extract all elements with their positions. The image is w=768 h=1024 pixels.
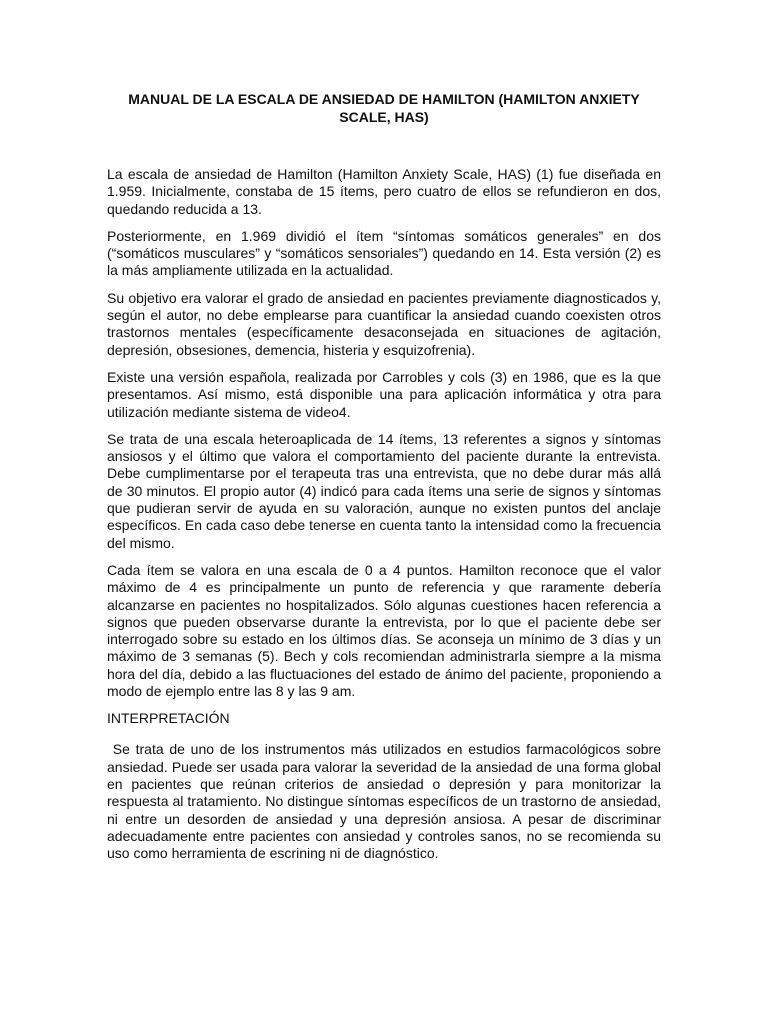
section-heading-interpretacion: INTERPRETACIÓN <box>107 710 230 727</box>
paragraph-interpretation: Se trata de uno de los instrumentos más utilizados en estudios farmacológicos sobre ansiedad. Puede ser usada para valorar la severidad de la ansiedad de una forma global en pacientes que reúnan criterios de ansiedad o depresión y para monitorizar la respuesta al tratamiento. No distingue síntomas específicos de un trastorno de ansiedad, ni entre un desorden de ansiedad y una depresión ansiosa. A pesar de discriminar adecuadamente entre pacientes con ansiedad y controles sanos, no se recomienda su uso como herramienta de escrining ni de diagnóstico. <box>107 741 665 862</box>
paragraph-description: Se trata de una escala heteroaplicada de 14 ítems, 13 referentes a signos y síntomas ansiosos y el último que valora el comportamiento del paciente durante la entrevista. Debe cumplimentarse por el terapeuta tras una entrevista, que no debe durar más allá de 30 minutos. El propio autor (4) indicó para cada ítems una serie de signos y síntomas que pudieran servir de ayuda en su valoración, aunque no existen puntos del anclaje específicos. En cada caso debe tenerse en cuenta tanto la intensidad como la frecuencia del mismo. <box>107 430 661 551</box>
paragraph-spanish-version: Existe una versión española, realizada por Carrobles y cols (3) en 1986, que es la que presentamos. Así mismo, está disponible una para aplicación informática y otra para utilización mediante sistema de video4. <box>107 368 661 420</box>
paragraph-version: Posteriormente, en 1.969 dividió el ítem “síntomas somáticos generales” en dos (“somáticos musculares” y “somáticos sensoriales”) quedando en 14. Esta versión (2) es la más ampliamente utilizada en la actualidad. <box>107 227 661 279</box>
paragraph-scoring: Cada ítem se valora en una escala de 0 a 4 puntos. Hamilton reconoce que el valor máximo de 4 es principalmente un punto de referencia y que raramente debería alcanzarse en pacientes no hospitalizados. Sólo algunas cuestiones hacen referencia a signos que pueden observarse durante la entrevista, por lo que el paciente debe ser interrogado sobre su estado en los últimos días. Se aconseja un mínimo de 3 días y un máximo de 3 semanas (5). Bech y cols recomiendan administrarla siempre a la misma hora del día, debido a las fluctuaciones del estado de ánimo del paciente, proponiendo a modo de ejemplo entre las 8 y las 9 am. <box>107 561 661 700</box>
document-title: MANUAL DE LA ESCALA DE ANSIEDAD DE HAMILTON (HAMILTON ANXIETY SCALE, HAS) <box>128 91 640 125</box>
paragraph-history: La escala de ansiedad de Hamilton (Hamilton Anxiety Scale, HAS) (1) fue diseñada en 1.959. Inicialmente, constaba de 15 ítems, pero cuatro de ellos se refundieron en dos, quedando reducida a 13. <box>107 166 661 217</box>
paragraph-objective: Su objetivo era valorar el grado de ansiedad en pacientes previamente diagnosticados y, según el autor, no debe emplearse para cuantificar la ansiedad cuando coexisten otros trastornos mentales (específicamente desaconsejada en situaciones de agitación, depresión, obsesiones, demencia, histeria y esquizofrenia). <box>107 289 661 358</box>
